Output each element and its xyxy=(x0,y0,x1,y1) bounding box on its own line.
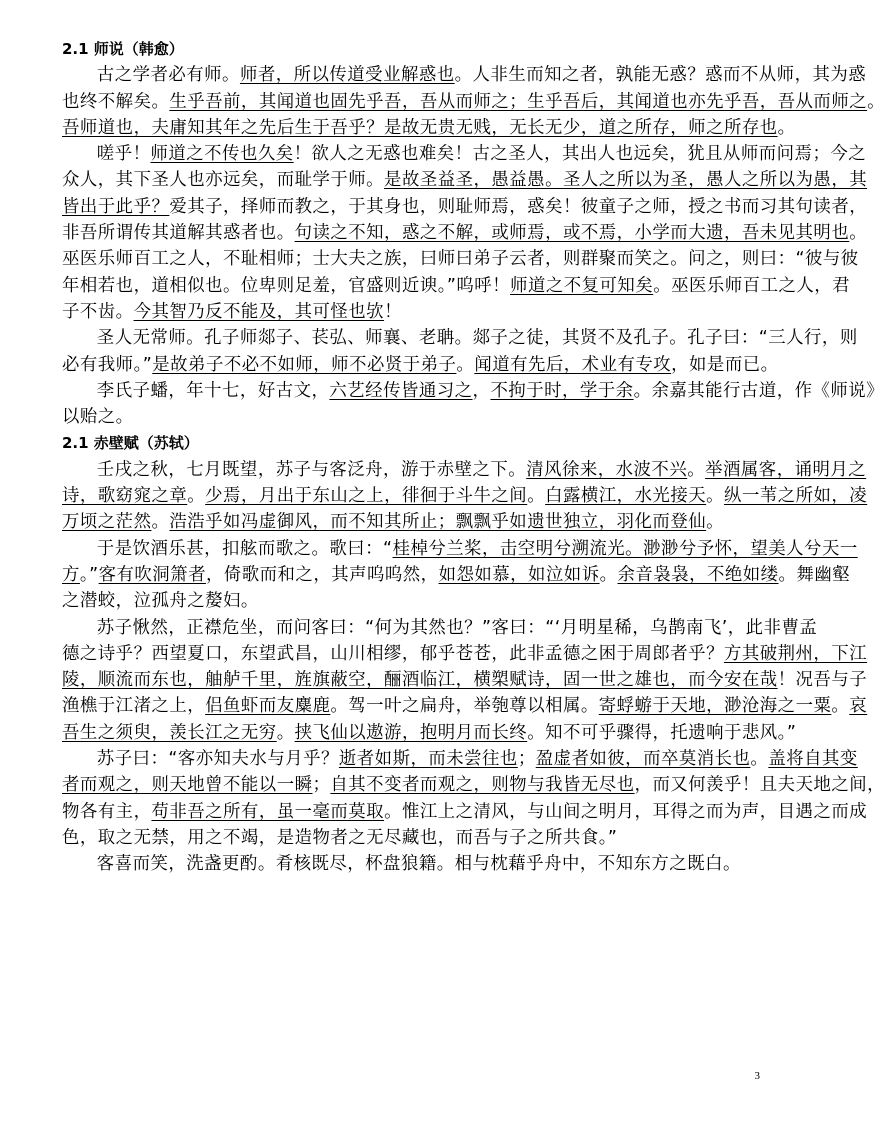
text-segment: 。舞幽壑 xyxy=(778,564,851,585)
text-segment: 。 xyxy=(527,486,546,507)
underlined-phrase: 不拘于时，学于余 xyxy=(490,380,634,401)
text-line xyxy=(62,299,756,325)
underlined-phrase: 挟飞仙以遨游，抱明月而长终 xyxy=(294,722,528,743)
underlined-phrase: 是故圣益圣，愚益愚。圣人之所以为圣，愚人之所以为愚，其 xyxy=(384,170,868,191)
underlined-phrase: 六艺经传皆通习之 xyxy=(329,380,473,401)
underlined-phrase: 侣鱼虾而友麋鹿 xyxy=(205,696,331,717)
text-segment: 。余嘉其能行古道，作《师说》 xyxy=(633,380,885,401)
text-segment: 2.1 赤壁赋（苏轼） xyxy=(62,434,199,453)
text-line xyxy=(62,772,885,798)
underlined-phrase: 生乎吾前，其闻道也固先乎吾，吾从而师之；生乎吾后，其闻道也亦先乎吾，吾从而师之 xyxy=(169,91,868,112)
text-segment: 。人非生而知之者，孰能无惑？惑而不从师，其为惑 xyxy=(454,65,867,86)
underlined-phrase: 浩浩乎如冯虚御风，而不知其所止；飘飘乎如遗世独立，羽化而登仙 xyxy=(169,512,707,533)
underlined-phrase: 诗，歌窈窕之章 xyxy=(62,486,188,507)
underlined-phrase: 盖将自其变 xyxy=(768,749,858,770)
text-segment: 于是饮酒乐甚，扣舷而歌之。歌曰：“ xyxy=(96,538,393,559)
text-line xyxy=(62,693,868,719)
underlined-phrase: 自其不变者而观之，则物与我皆无尽也 xyxy=(330,775,635,796)
text-segment: 。惟江上之清风，与山间之明月，耳得之而为声，目遇之而成 xyxy=(384,801,868,822)
text-line xyxy=(62,825,756,851)
text-line xyxy=(62,404,756,430)
underlined-phrase: 皆出于此乎？ xyxy=(62,196,170,217)
underlined-phrase: 寄蜉蝣于天地，渺沧海之一粟 xyxy=(598,696,832,717)
text-segment: 年相若也，道相似也。位卑则足羞，官盛则近谀。”呜呼！ xyxy=(62,275,511,296)
text-segment: 色，取之无禁，用之不竭，是造物者之无尽藏也，而吾与子之所共食。” xyxy=(62,827,618,848)
text-segment: 也终不解矣。 xyxy=(62,91,170,112)
underlined-phrase: 是故弟子不必不如师，师不必贤于弟子 xyxy=(152,354,457,375)
text-segment: 。 xyxy=(276,722,295,743)
underlined-phrase: 清风徐来，水波不兴 xyxy=(526,459,688,480)
underlined-phrase: 师者，所以传道受业解惑也 xyxy=(239,65,455,86)
text-segment: 非吾所谓传其道解其惑者也。 xyxy=(62,223,295,244)
underlined-phrase: 客有吹洞箫者 xyxy=(98,564,206,585)
text-line xyxy=(62,378,885,404)
text-segment: 子不齿。 xyxy=(62,301,134,322)
text-segment: 。 xyxy=(687,459,706,480)
underlined-phrase: 逝者如斯，而未尝往也 xyxy=(338,749,518,770)
text-segment: 嗟乎！ xyxy=(96,144,151,165)
text-segment: 。 xyxy=(777,117,796,138)
section-heading xyxy=(62,430,756,456)
underlined-phrase: 句读之不知，惑之不解，或师焉，或不焉，小学而大遗，吾未见其明也 xyxy=(294,223,850,244)
text-segment: 。巫医乐师百工之人，君 xyxy=(653,275,851,296)
underlined-phrase: 举酒属客，诵明月之 xyxy=(705,459,867,480)
underlined-phrase: 方 xyxy=(62,564,80,585)
text-line xyxy=(62,246,859,272)
text-segment: 。 xyxy=(750,749,769,770)
text-segment: 。 xyxy=(599,564,618,585)
document-body xyxy=(62,36,885,878)
text-segment: 苏子曰：“客亦知夫水与月乎？ xyxy=(96,749,339,770)
text-segment: 。 xyxy=(706,512,725,533)
text-segment: ！欲人之无惑也难矣！古之圣人，其出人也远矣，犹且从师而问焉；今之 xyxy=(293,144,867,165)
underlined-phrase: 白露横江，水光接天 xyxy=(545,486,707,507)
text-segment: 爱其子，择师而教之，于其身也，则耻师焉，惑矣！彼童子之师，授之书而习其句读者， xyxy=(169,196,868,217)
text-segment: 德之诗乎？西望夏口，东望武昌，山川相缪，郁乎苍苍，此非孟德之困于周郎者乎？ xyxy=(62,643,724,664)
underlined-phrase: 盈虚者如彼，而卒莫消长也 xyxy=(535,749,751,770)
text-line xyxy=(62,141,867,167)
text-line xyxy=(62,62,867,88)
underlined-phrase: 吾生之须臾，羡长江之无穷 xyxy=(62,722,277,743)
section-heading xyxy=(62,36,756,62)
text-segment: 之潜蛟，泣孤舟之嫠妇。 xyxy=(62,591,259,612)
text-segment: ； xyxy=(517,749,536,770)
text-line xyxy=(62,562,851,588)
underlined-phrase: 方其破荆州，下江 xyxy=(723,643,868,664)
text-line xyxy=(62,746,858,772)
page-number: 3 xyxy=(754,1070,760,1082)
underlined-phrase: 陵，顺流而东也，舳舻千里，旌旗蔽空，酾酒临江，横槊赋诗，固一世之雄也，而今安在哉 xyxy=(62,670,778,691)
text-line xyxy=(62,457,867,483)
text-segment: 2.1 师说（韩愈） xyxy=(62,40,184,58)
text-segment: ，而又何羡乎！且夫天地之间， xyxy=(634,775,885,796)
underlined-phrase: 师道之不传也久矣 xyxy=(150,144,294,165)
text-segment: 物各有主， xyxy=(62,801,152,822)
text-segment: 李氏子蟠，年十七，好古文， xyxy=(96,380,330,401)
text-line xyxy=(62,536,858,562)
text-line xyxy=(62,115,796,141)
text-segment: 。知不可乎骤得，托遗响于悲风。” xyxy=(527,722,797,743)
text-line xyxy=(62,194,868,220)
text-line xyxy=(62,167,868,193)
text-line xyxy=(62,220,868,246)
text-line xyxy=(62,273,851,299)
underlined-phrase: 桂棹兮兰桨，击空明兮溯流光。渺渺兮予怀，望美人兮天一 xyxy=(392,538,858,559)
text-segment: 客喜而笑，洗盏更酌。肴核既尽，杯盘狼籍。相与枕藉乎舟中，不知东方之既白。 xyxy=(96,854,741,875)
text-segment: 。” xyxy=(79,564,99,585)
text-segment: 。驾一叶之扁舟，举匏尊以相属。 xyxy=(330,696,599,717)
text-segment: ； xyxy=(312,775,331,796)
text-segment: 以贻之。 xyxy=(62,407,134,428)
text-segment: 古之学者必有师。 xyxy=(96,65,240,86)
text-line xyxy=(62,641,868,667)
underlined-phrase: 哀 xyxy=(849,696,868,717)
text-line xyxy=(62,615,818,641)
underlined-phrase: 如怨如慕，如泣如诉 xyxy=(438,564,600,585)
underlined-phrase: 今其智乃反不能及，其可怪也欤 xyxy=(133,301,385,322)
text-segment: ，如是而已。 xyxy=(671,354,779,375)
text-segment: ，倚歌而和之，其声呜呜然， xyxy=(205,564,439,585)
text-segment: 壬戌之秋，七月既望，苏子与客泛舟，游于赤壁之下。 xyxy=(96,459,527,480)
text-line xyxy=(62,89,885,115)
text-segment: 必有我师。” xyxy=(62,354,153,375)
underlined-phrase: 闻道有先后，术业有专攻 xyxy=(474,354,672,375)
underlined-phrase: 吾师道也，夫庸知其年之先后生于吾乎？是故无贵无贱，无长无少，道之所存，师之所存也 xyxy=(62,117,778,138)
text-line xyxy=(62,588,756,614)
text-segment: 。 xyxy=(187,486,206,507)
underlined-phrase: 余音袅袅，不绝如缕 xyxy=(617,564,779,585)
text-segment: 渔樵于江渚之上， xyxy=(62,696,206,717)
underlined-phrase: 万顷之茫然 xyxy=(62,512,152,533)
underlined-phrase: 纵一苇之所如，凌 xyxy=(724,486,868,507)
text-line xyxy=(62,509,756,535)
text-segment: 。 xyxy=(831,696,850,717)
text-segment: ！况吾与子 xyxy=(777,670,868,691)
underlined-phrase: 者而观之，则天地曾不能以一瞬 xyxy=(62,775,313,796)
text-line xyxy=(62,352,779,378)
text-segment: 圣人无常师。孔子师郯子、苌弘、师襄、老聃。郯子之徒，其贤不及孔子。孔子曰：“三人行，则 xyxy=(96,328,858,349)
text-segment: 。 xyxy=(849,223,868,244)
text-segment: 巫医乐师百工之人，不耻相师；士大夫之族，曰师曰弟子云者，则群聚而笑之。问之，则曰：“彼与彼 xyxy=(62,249,859,270)
text-segment: ， xyxy=(472,380,491,401)
text-line xyxy=(62,799,868,825)
underlined-phrase: 师道之不复可知矣 xyxy=(510,275,654,296)
text-line xyxy=(62,667,868,693)
text-segment: 众人，其下圣人也亦远矣，而耻学于师。 xyxy=(62,170,385,191)
text-line xyxy=(62,483,868,509)
text-line xyxy=(62,851,756,877)
underlined-phrase: 苟非吾之所有，虽一毫而莫取 xyxy=(151,801,385,822)
text-segment: 。 xyxy=(706,486,725,507)
text-segment: 。 xyxy=(867,91,885,112)
text-segment: ！ xyxy=(384,301,402,322)
text-segment: 。 xyxy=(456,354,475,375)
text-line xyxy=(62,720,797,746)
text-line xyxy=(62,325,858,351)
underlined-phrase: 少焉，月出于东山之上，徘徊于斗牛之间 xyxy=(205,486,528,507)
text-segment: 。 xyxy=(151,512,170,533)
text-segment: 苏子愀然，正襟危坐，而问客曰：“何为其然也？”客曰：“‘月明星稀，乌鹊南飞’，此非曹孟 xyxy=(96,617,818,638)
